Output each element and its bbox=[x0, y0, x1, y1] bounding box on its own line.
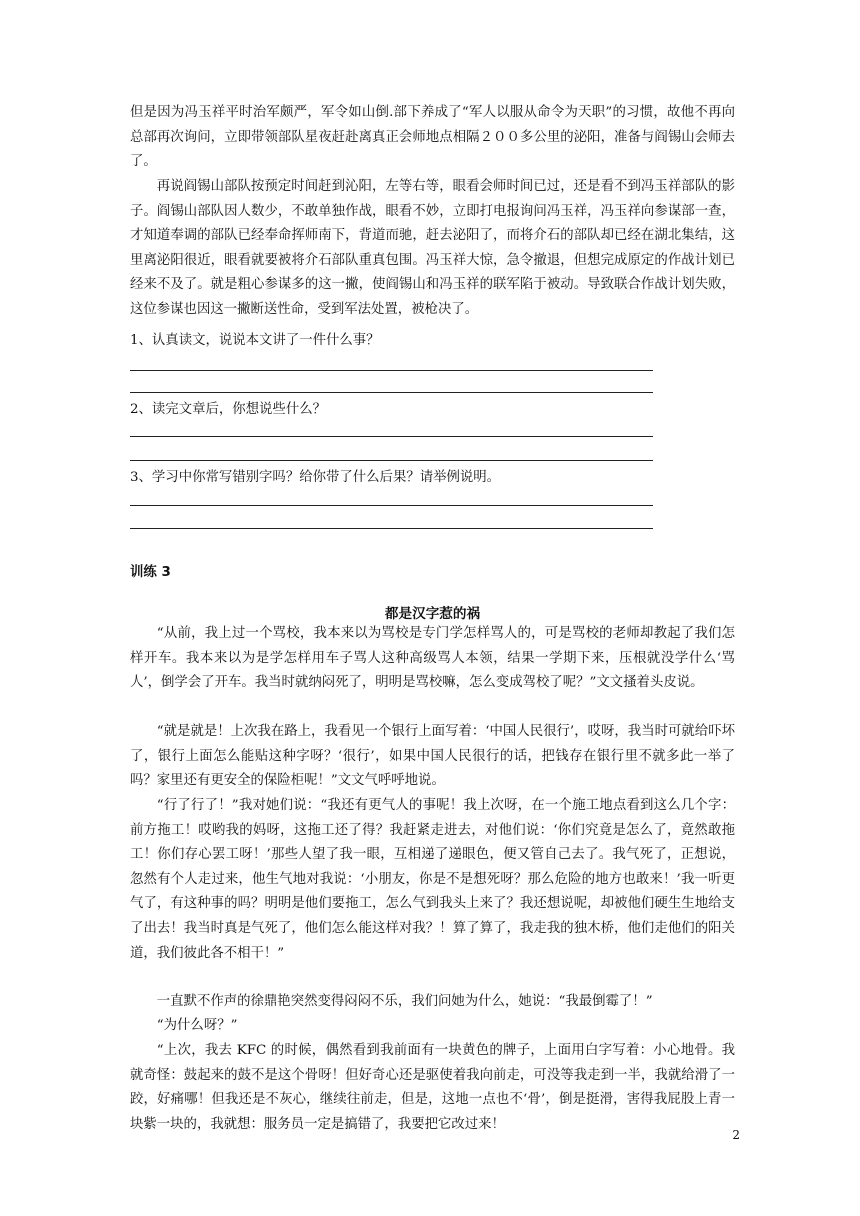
story-paragraph-4: 一直默不作声的徐鼎艳突然变得闷闷不乐，我们问她为什么，她说：“我最倒霉了！” bbox=[156, 994, 653, 1009]
answer-line bbox=[130, 370, 653, 371]
answer-line bbox=[130, 392, 653, 393]
story-paragraph-2: “就是就是！上次我在路上，我看见一个银行上面写着：‘中国人民很行’，哎呀，我当时可就给吓坏了，银行上面怎么能贴这种字呀？‘很行’，如果中国人民很行的话，把钱存在银行里不就多此一举了吗？家里还有更安全的保险柜呢！”文文气呼呼地说。 bbox=[130, 724, 735, 789]
answer-line bbox=[130, 436, 653, 437]
passage-paragraph-1: 但是因为冯玉祥平时治军颇严，军令如山倒.部下养成了“军人以服从命令为天职”的习惯，故他不再向总部再次询问，立即带领部队星夜赶赴离真正会师地点相隔２００多公里的泌阳，准备与阎锡山会师去了。 bbox=[130, 105, 735, 170]
page-number: 2 bbox=[732, 1128, 740, 1142]
section-label: 训练 3 bbox=[130, 565, 171, 580]
question-2: 2、读完文章后，你想说些什么？ bbox=[130, 402, 326, 417]
passage-paragraph-2: 再说阎锡山部队按预定时间赶到沁阳，左等右等，眼看会师时间已过，还是看不到冯玉祥部队的影子。阎锡山部队因人数少，不敢单独作战，眼看不妙，立即打电报询问冯玉祥，冯玉祥向参谋部一查，才知道奉调的部队已经奉命挥师南下，背道而驰，赶去泌阳了，而将介石的部队却已经在湖北集结，这里离泌阳很近，眼看就要被将介石部队重真包围。冯玉祥大惊，急令撤退，但想完成原定的作战计划已经来不及了。就是粗心参谋多的这一撇，使阎锡山和冯玉祥的联军陷于被动。导致联合作战计划失败，这位参谋也因这一撇断送性命，受到军法处置，被枪决了。 bbox=[130, 179, 735, 317]
story-paragraph-5: “为什么呀？” bbox=[156, 1018, 238, 1033]
story-paragraph-3: “行了行了！”我对她们说：“我还有更气人的事呢！我上次呀，在一个施工地点看到这么几个字：前方拖工！哎哟我的妈呀，这拖工还了得？我赶紧走进去，对他们说：‘你们究竟是怎么了，竟然敢拖工！你们存心罢工呀！’那些人望了我一眼，互相递了递眼色，便又管自己去了。我气死了，正想说，忽然有个人走过来，他生气地对我说：‘小朋友，你是不是想死呀？那么危险的地方也敢来！’我一听更气了，有这种事的吗？明明是他们要拖工，怎么气到我头上来了？我还想说呢，却被他们硬生生地给支了出去！我当时真是气死了，他们怎么能这样对我？！算了算了，我走我的独木桥，他们走他们的阳关道，我们彼此各不相干！” bbox=[130, 798, 735, 961]
answer-line bbox=[130, 528, 653, 529]
story-paragraph-6: “上次，我去 KFC 的时候，偶然看到我前面有一块黄色的牌子，上面用白字写着：小心地骨。我就奇怪：鼓起来的鼓不是这个骨呀！但好奇心还是驱使着我向前走，可没等我走到一半，我就给滑了一跤，好痛哪！但我还是不灰心，继续往前走，但是，这地一点也不‘骨’，倒是挺滑，害得我屁股上青一块紫一块的，我就想：服务员一定是搞错了，我要把它改过来！ bbox=[130, 1043, 735, 1132]
story-title: 都是汉字惹的祸 bbox=[384, 606, 481, 622]
question-1: 1、认真读文，说说本文讲了一件什么事？ bbox=[130, 333, 380, 348]
question-3: 3、学习中你常写错别字吗？给你带了什么后果？请举例说明。 bbox=[130, 470, 501, 485]
story-paragraph-1: “从前，我上过一个骂校，我本来以为骂校是专门学怎样骂人的，可是骂校的老师却教起了我们怎样开车。我本来以为是学怎样用车子骂人这种高级骂人本领，结果一学期下来，压根就没学什么‘骂人’，倒学会了开车。我当时就纳闷死了，明明是骂校嘛，怎么变成驾校了呢？”文文搔着头皮说。 bbox=[130, 626, 735, 691]
answer-line bbox=[130, 505, 653, 506]
answer-line bbox=[130, 460, 653, 461]
